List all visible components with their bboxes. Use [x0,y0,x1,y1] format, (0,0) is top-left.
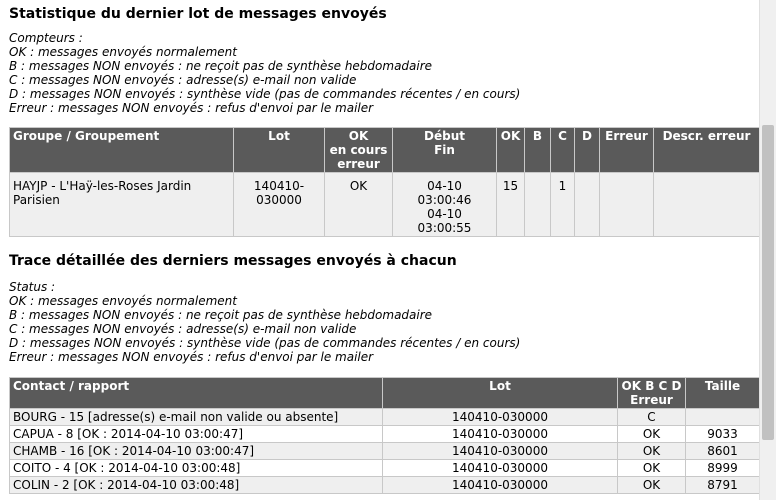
cell-debut-fin: 04-10 03:00:46 04-10 03:00:55 [393,173,497,237]
cell-taille: 8791 [686,477,760,494]
table-row [10,409,760,426]
cell-contact: COITO - 4 [OK : 2014-04-10 03:00:48] [10,460,383,477]
col-header-b: B [525,128,551,173]
col-header-lot: Lot [234,128,325,173]
scrollbar-thumb[interactable] [762,125,774,440]
batch-stats-table [9,127,760,237]
section-title-trace: Trace détaillée des derniers messages envoyés à chacun [9,253,457,269]
col-header-descr: Descr. erreur [654,128,760,173]
cell-contact: CHAMB - 16 [OK : 2014-04-10 03:00:47] [10,443,383,460]
col-header-c: C [551,128,575,173]
legend-line: Status : [9,280,56,294]
cell-lot: 140410-030000 [383,477,618,494]
col-header-erreur: Erreur [600,128,654,173]
col-header-status: OK B C D Erreur [618,378,686,409]
cell-status: OK [325,173,393,237]
legend-line: Erreur : messages NON envoyés : refus d'envoi par le mailer [9,101,374,115]
cell-lot: 140410-030000 [234,173,325,237]
table-row [10,426,760,443]
cell-lot: 140410-030000 [383,409,618,426]
table-row [10,173,760,237]
legend-line: Compteurs : [9,31,83,45]
legend-line: C : messages NON envoyés : adresse(s) e-mail non valide [9,73,357,87]
table-row [10,477,760,494]
section-title-stats: Statistique du dernier lot de messages envoyés [9,6,387,22]
message-trace-table [9,377,760,494]
cell-status: C [618,409,686,426]
cell-b [525,173,551,237]
cell-contact: CAPUA - 8 [OK : 2014-04-10 03:00:47] [10,426,383,443]
col-header-taille: Taille [686,378,760,409]
legend-line: B : messages NON envoyés : ne reçoit pas de synthèse hebdomadaire [9,308,433,322]
cell-status: OK [618,477,686,494]
cell-ok: 15 [497,173,525,237]
cell-taille: 8999 [686,460,760,477]
cell-groupe: HAYJP - L'Haÿ-les-Roses Jardin Parisien [10,173,234,237]
window-edge [776,0,781,500]
cell-lot: 140410-030000 [383,426,618,443]
cell-d [575,173,600,237]
col-header-groupe: Groupe / Groupement [10,128,234,173]
legend-counters [9,31,520,115]
cell-lot: 140410-030000 [383,460,618,477]
col-header-debut-fin: Début Fin [393,128,497,173]
table-row [10,460,760,477]
legend-line: OK : messages envoyés normalement [9,294,237,308]
cell-taille: 9033 [686,426,760,443]
legend-status [9,280,520,364]
cell-contact: COLIN - 2 [OK : 2014-04-10 03:00:48] [10,477,383,494]
col-header-contact: Contact / rapport [10,378,383,409]
legend-line: C : messages NON envoyés : adresse(s) e-mail non valide [9,322,357,336]
col-header-d: D [575,128,600,173]
col-header-lot: Lot [383,378,618,409]
cell-taille [686,409,760,426]
legend-line: Erreur : messages NON envoyés : refus d'envoi par le mailer [9,350,374,364]
cell-lot: 140410-030000 [383,443,618,460]
legend-line: D : messages NON envoyés : synthèse vide (pas de commandes récentes / en cours) [9,336,521,350]
cell-contact: BOURG - 15 [adresse(s) e-mail non valide ou absente] [10,409,383,426]
table-header-row [10,128,760,173]
table-row [10,443,760,460]
table-header-row [10,378,760,409]
cell-descr [654,173,760,237]
col-header-status: OK en cours erreur [325,128,393,173]
cell-erreur [600,173,654,237]
vertical-scrollbar[interactable] [759,0,777,500]
cell-taille: 8601 [686,443,760,460]
legend-line: D : messages NON envoyés : synthèse vide (pas de commandes récentes / en cours) [9,87,521,101]
cell-status: OK [618,443,686,460]
cell-c: 1 [551,173,575,237]
cell-status: OK [618,426,686,443]
legend-line: OK : messages envoyés normalement [9,45,237,59]
legend-line: B : messages NON envoyés : ne reçoit pas de synthèse hebdomadaire [9,59,433,73]
cell-status: OK [618,460,686,477]
col-header-ok: OK [497,128,525,173]
